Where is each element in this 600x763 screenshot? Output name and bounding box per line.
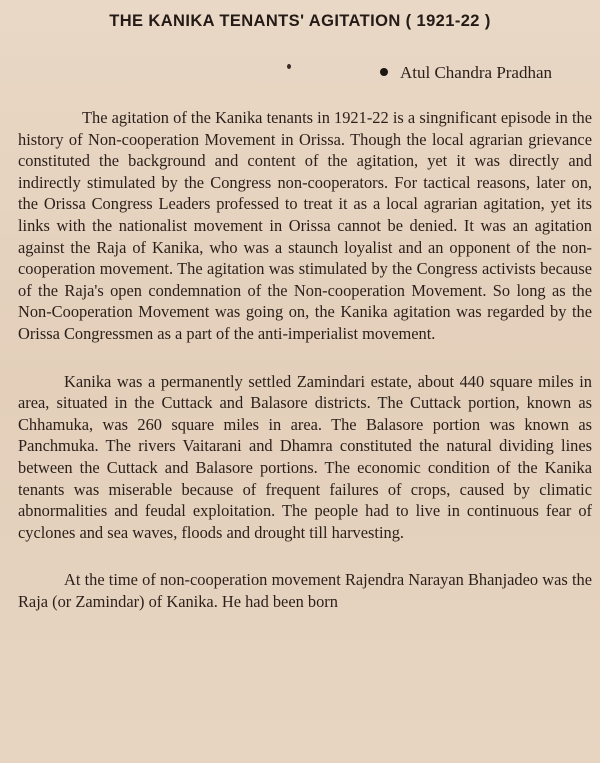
- paragraph-2: Kanika was a permanently settled Zamindari estate, about 440 square miles in area, situated in the Cuttack and Balasore districts. The Cuttack portion, known as Chhamuka, was 260 square miles in area. The Balasore portion was known as Panchmuka. The rivers Vaitarani and Dhamra constituted the natural dividing lines between the Cuttack and Balasore portions. The economic condition of the Kanika tenants was miserable because of frequent failures of crops, caused by climatic abnormalities and feudal exploitation. The people had to live in continuous fear of cyclones and sea waves, floods and drought till harvesting.: [18, 371, 592, 542]
- paragraph-3: At the time of non-cooperation movement Rajendra Narayan Bhanjadeo was the Raja (or Zamindar) of Kanika. He had been born: [18, 570, 592, 611]
- bullet-icon: [380, 68, 388, 76]
- ink-speck: [287, 64, 291, 69]
- article-body: [18, 107, 592, 638]
- paragraph-1: The agitation of the Kanika tenants in 1921-22 is a singnificant episode in the history of Non-cooperation Movement in Orissa. Though the local agrarian grievance constituted the background and content of the agitation, yet it was directly and indirectly stimulated by the Congress non-cooperators. For tactical reasons, later on, the Orissa Congress Leaders professed to treat it as a local agrarian agitation, yet its links with the nationalist movement in Orissa cannot be denied. It was an agitation against the Raja of Kanika, who was a staunch loyalist and an opponent of the non-cooperation movement. The agitation was stimulated by the Congress activists because of the Raja's open condemnation of the Non-cooperation Movement. So long as the Non-Cooperation Movement was going on, the Kanika agitation was regarded by the Orissa Congressmen as a part of the anti-imperialist movement.: [18, 108, 592, 343]
- article-title: THE KANIKA TENANTS' AGITATION ( 1921-22 ): [109, 12, 491, 30]
- author-name: Atul Chandra Pradhan: [400, 63, 553, 82]
- author-byline: [380, 63, 552, 83]
